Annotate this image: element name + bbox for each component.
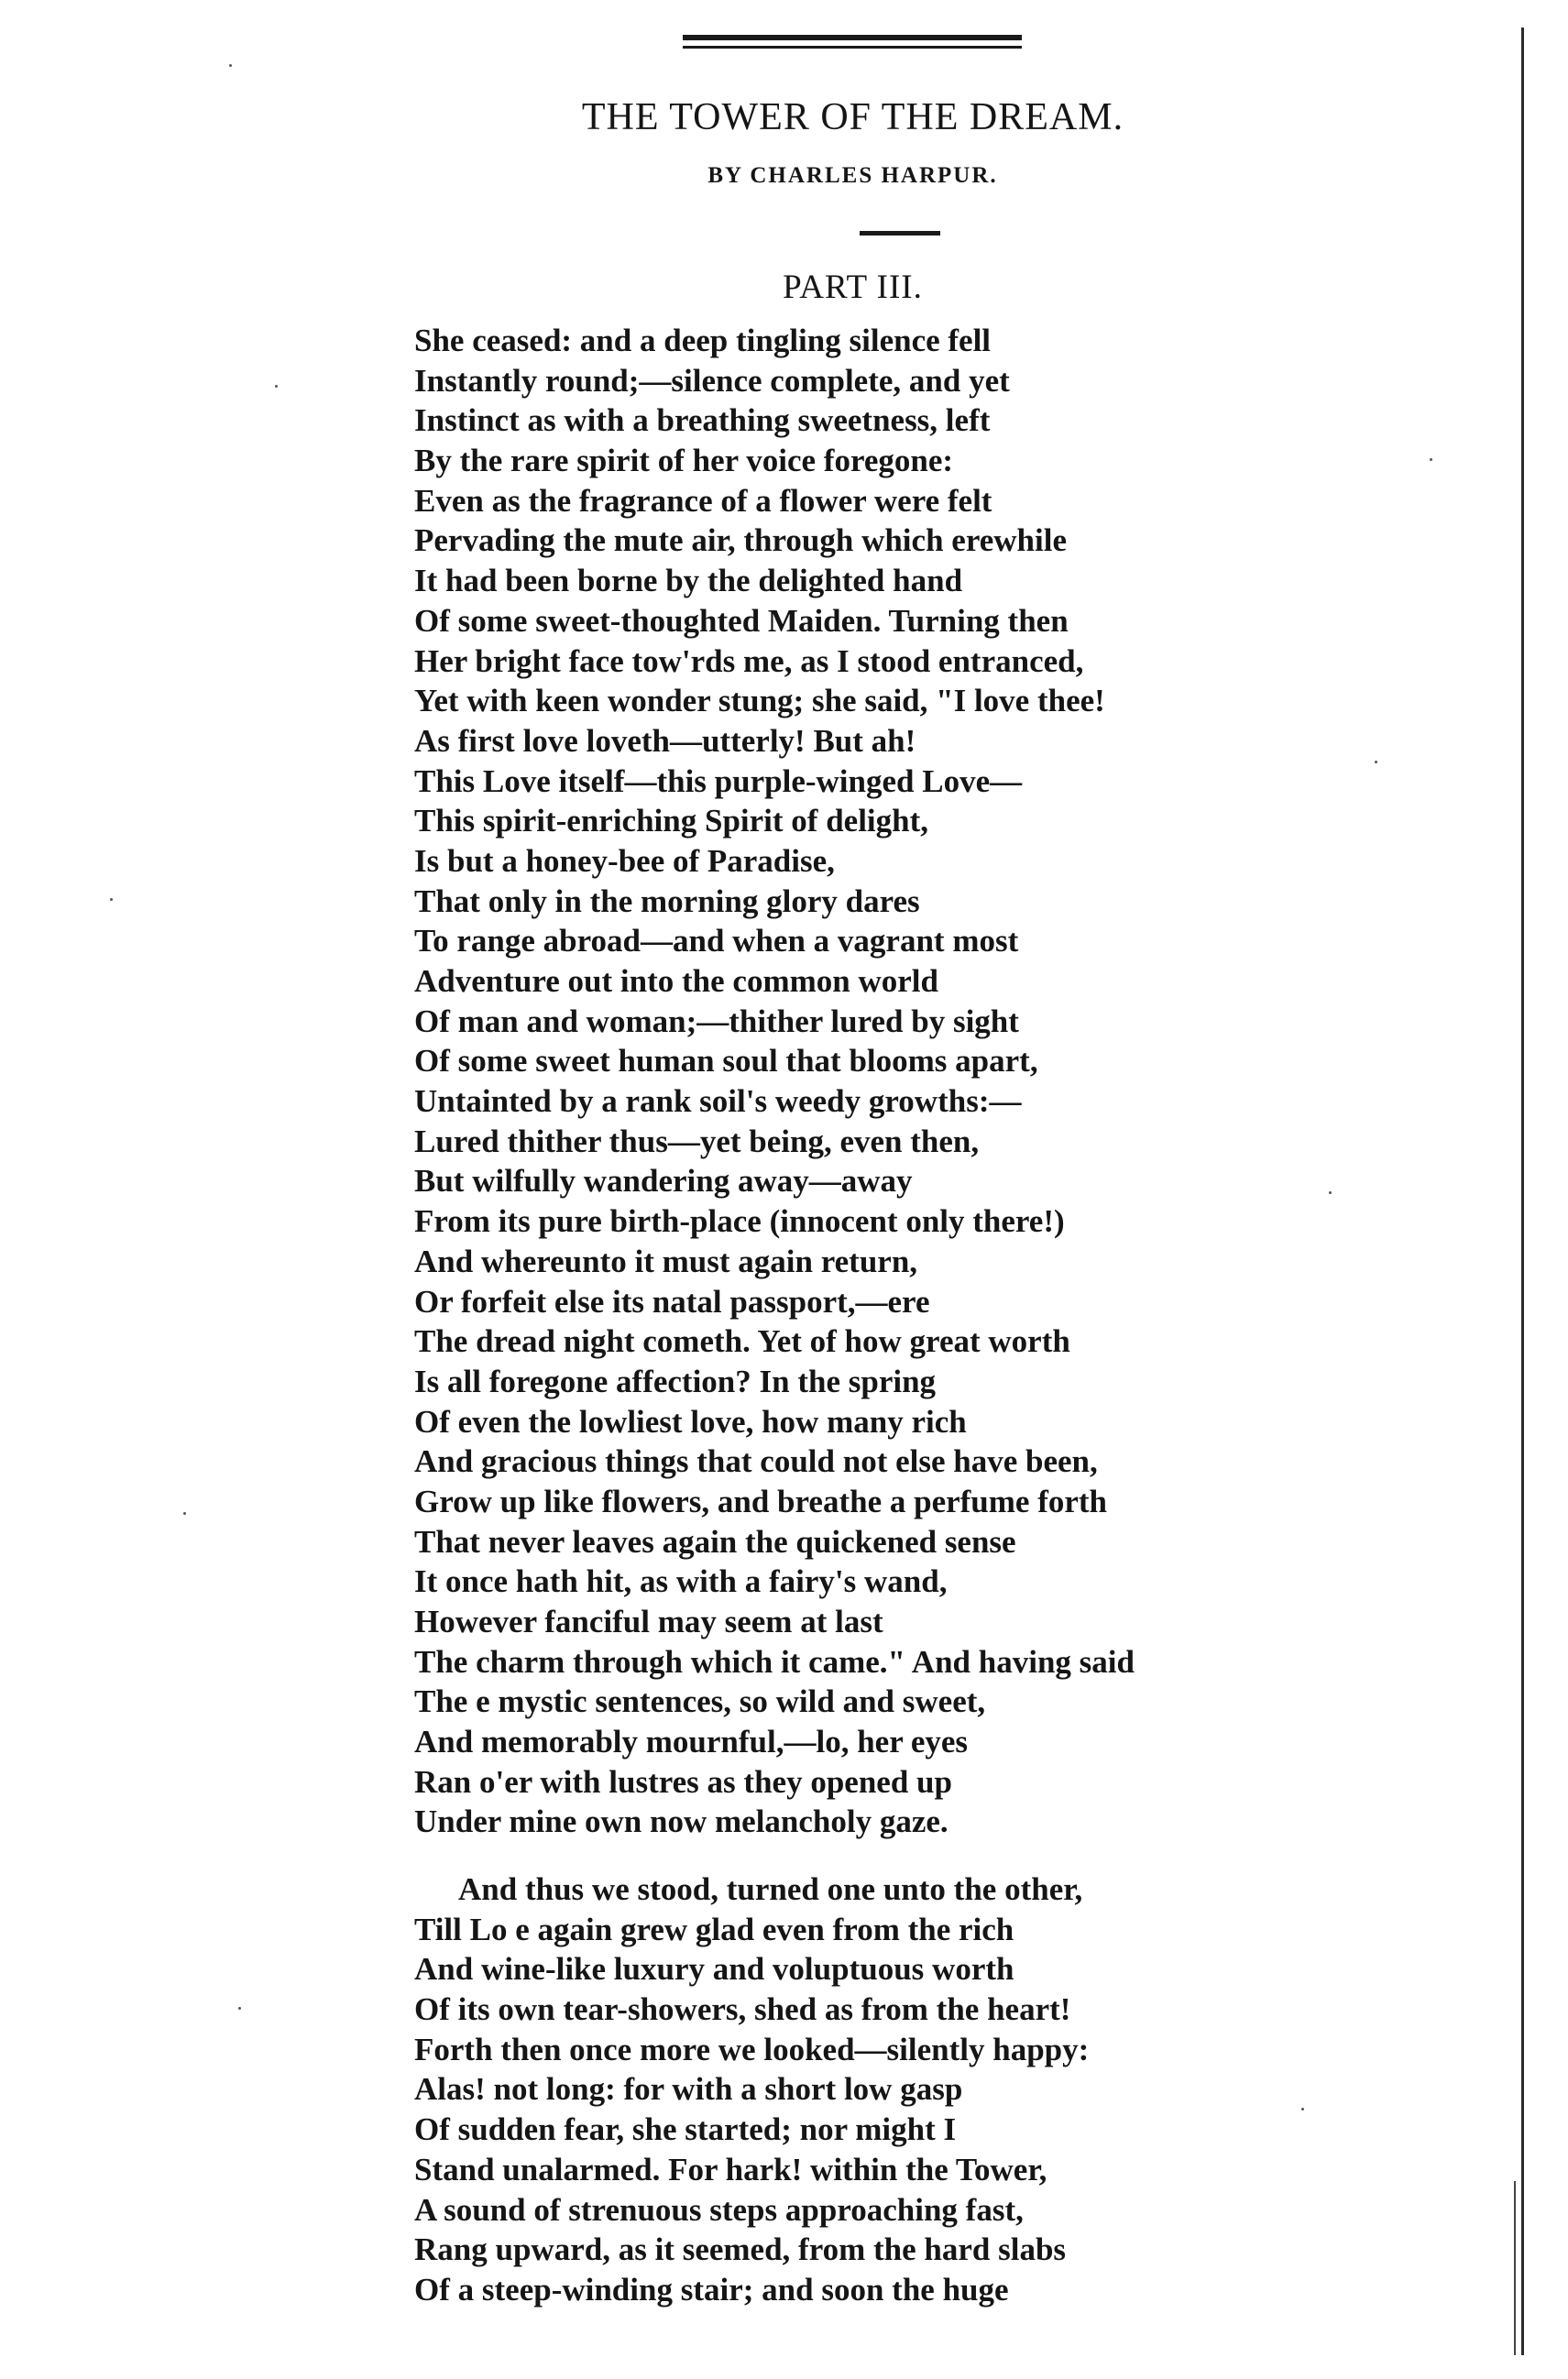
poem-line: Even as the fragrance of a flower were felt xyxy=(414,482,992,519)
poem-line: Instinct as with a breathing sweetness, left xyxy=(414,402,991,439)
poem-line: Stand unalarmed. For hark! within the Tower, xyxy=(414,2151,1047,2187)
poem-line: Forth then once more we looked—silently happy: xyxy=(414,2031,1090,2067)
poem-line: Of some sweet-thoughted Maiden. Turning then xyxy=(414,602,1069,639)
poem-line: And wine-like luxury and voluptuous worth xyxy=(414,1951,1014,1988)
poem-line: And memorably mournful,—lo, her eyes xyxy=(414,1724,969,1760)
poem-line: Of even the lowliest love, how many rich xyxy=(414,1403,967,1440)
scan-speck xyxy=(238,2007,241,2010)
poem-line: Rang upward, as it seemed, from the hard slabs xyxy=(414,2231,1067,2268)
poem-line: The charm through which it came." And having said xyxy=(414,1643,1135,1680)
poem-line: By the rare spirit of her voice foregone: xyxy=(414,443,954,479)
title-separator-rule xyxy=(860,231,940,236)
column-divider-rule-secondary xyxy=(1514,2181,1516,2355)
poem-title: THE TOWER OF THE DREAM. xyxy=(581,96,1124,138)
stanza-1 xyxy=(414,321,1135,1842)
poem-line: Of a steep-winding stair; and soon the huge xyxy=(414,2271,1009,2308)
poem-line: Alas! not long: for with a short low gasp xyxy=(414,2071,963,2108)
poem-line: Of man and woman;—thither lured by sight xyxy=(414,1003,1019,1039)
poem-line: That never leaves again the quickened sense xyxy=(414,1523,1016,1560)
scan-speck xyxy=(110,898,113,901)
poem-line: But wilfully wandering away—away xyxy=(414,1163,913,1200)
scan-speck xyxy=(183,1512,186,1515)
poem-line: Is but a honey-bee of Paradise, xyxy=(414,842,835,879)
part-heading: PART III. xyxy=(783,269,923,306)
poem-line: The e mystic sentences, so wild and sweet, xyxy=(414,1683,986,1720)
scan-speck xyxy=(1375,761,1377,763)
poem-line: Of sudden fear, she started; nor might I xyxy=(414,2111,957,2148)
poem-line: Lured thither thus—yet being, even then, xyxy=(414,1123,980,1159)
poem-line: This spirit-enriching Spirit of delight, xyxy=(414,803,929,839)
poem-line: It once hath hit, as with a fairy's wand, xyxy=(414,1563,948,1600)
scan-speck xyxy=(229,64,232,67)
scan-speck xyxy=(1301,2108,1304,2110)
poem-line: Grow up like flowers, and breathe a perfume forth xyxy=(414,1483,1108,1519)
poem-line: Ran o'er with lustres as they opened up xyxy=(414,1763,952,1800)
poem-line: Or forfeit else its natal passport,—ere xyxy=(414,1283,930,1320)
poem-line: Yet with keen wonder stung; she said, "I love thee! xyxy=(414,683,1105,719)
poem-line: Of its own tear-showers, shed as from the heart! xyxy=(414,1991,1071,2028)
scan-speck xyxy=(275,385,278,388)
poem-line: Till Lo e again grew glad even from the rich xyxy=(414,1911,1014,1947)
scan-speck xyxy=(1329,1191,1332,1194)
poem-line: Under mine own now melancholy gaze. xyxy=(414,1803,948,1840)
poem-line: A sound of strenuous steps approaching fast, xyxy=(414,2191,1024,2228)
poem-line: It had been borne by the delighted hand xyxy=(414,563,963,599)
poem-line: However fanciful may seem at last xyxy=(414,1604,883,1639)
poem-line: Untainted by a rank soil's weedy growths:— xyxy=(414,1083,1022,1120)
poem-line: From its pure birth-place (innocent only there!) xyxy=(414,1203,1065,1240)
poem-byline: BY CHARLES HARPUR. xyxy=(707,163,998,188)
poem-line: Adventure out into the common world xyxy=(414,963,938,999)
poem-line: The dread night cometh. Yet of how great worth xyxy=(414,1323,1070,1360)
stanza-2 xyxy=(414,1869,1089,2310)
scan-speck xyxy=(1430,458,1432,461)
top-double-rule-thin xyxy=(683,46,1022,49)
poem-line: As first love loveth—utterly! But ah! xyxy=(414,722,916,759)
poem-line: Her bright face tow'rds me, as I stood entranced, xyxy=(414,642,1084,679)
poem-line: Pervading the mute air, through which erewhile xyxy=(414,522,1067,559)
poem-line: To range abroad—and when a vagrant most xyxy=(414,923,1019,959)
poem-line: And gracious things that could not else have been, xyxy=(414,1443,1098,1480)
poem-line: Is all foregone affection? In the spring xyxy=(414,1363,937,1399)
poem-line: Instantly round;—silence complete, and yet xyxy=(414,362,1010,399)
top-double-rule-thick xyxy=(683,35,1022,40)
poem-line: That only in the morning glory dares xyxy=(414,883,920,919)
poem-line: She ceased: and a deep tingling silence fell xyxy=(414,323,992,358)
poem-line: And whereunto it must again return, xyxy=(414,1243,918,1279)
column-divider-rule xyxy=(1521,27,1524,2355)
poem-line: And thus we stood, turned one unto the other, xyxy=(458,1871,1083,1907)
poem-line: Of some sweet human soul that blooms apart, xyxy=(414,1043,1038,1080)
poem-line: This Love itself—this purple-winged Love— xyxy=(414,762,1023,799)
